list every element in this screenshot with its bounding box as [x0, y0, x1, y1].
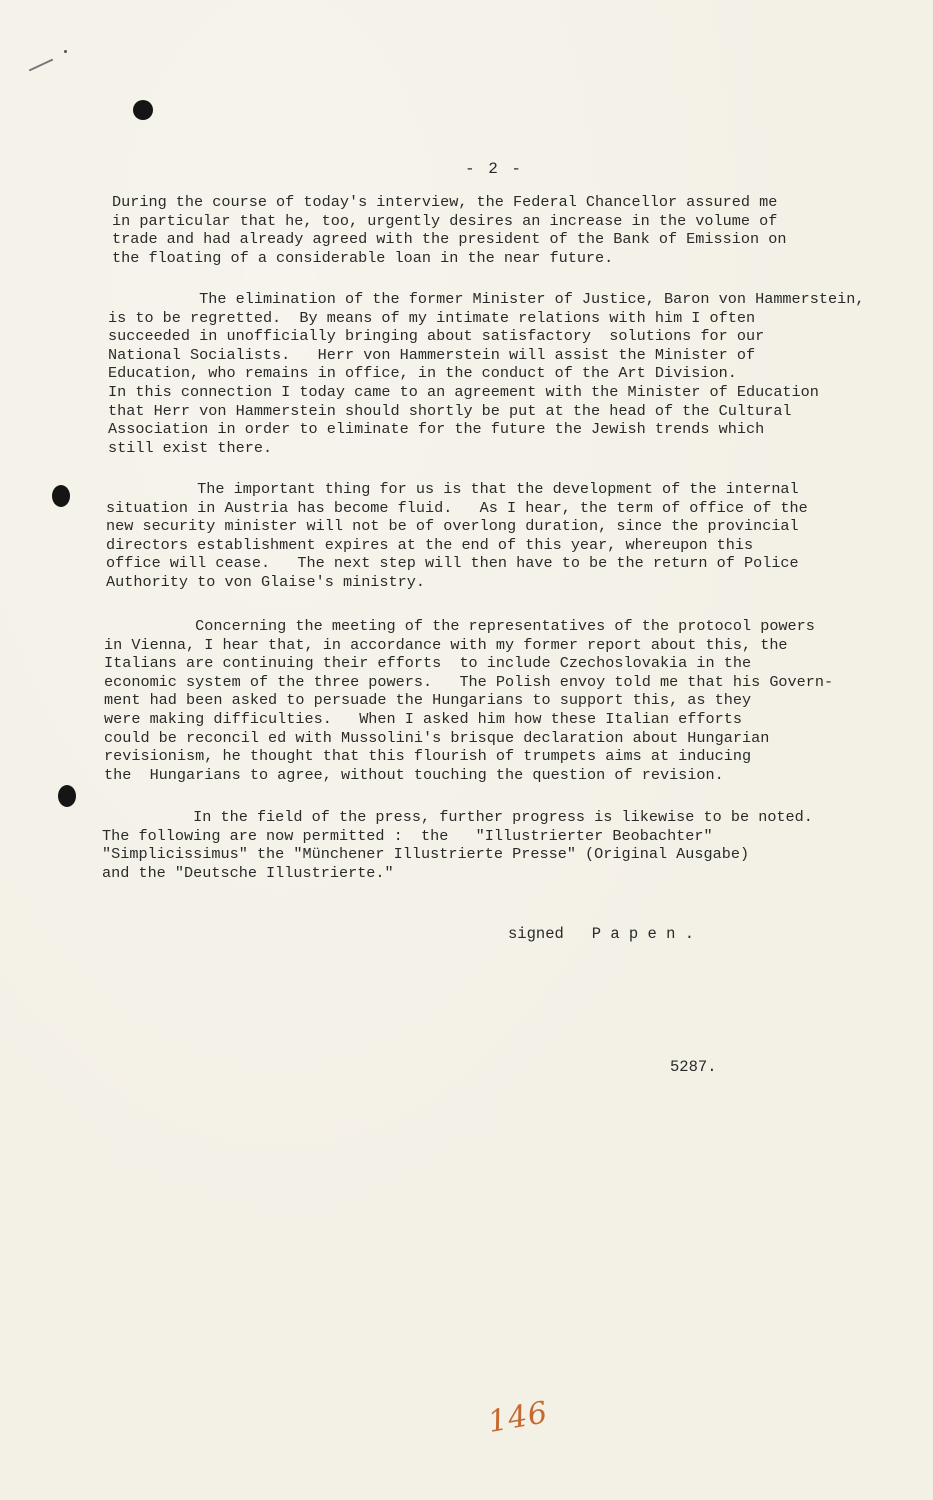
punch-hole-middle	[52, 485, 70, 507]
paragraph-trade-loan	[112, 193, 786, 267]
paragraph-hammerstein	[108, 290, 864, 457]
punch-hole-lower	[58, 785, 76, 807]
ink-speck	[64, 50, 67, 53]
paragraph-text: Concerning the meeting of the representatives of the protocol powers in Vienna, I hear that, in accordance with my former report about this, the Italians are continuing their efforts to include Czechoslovakia in the economic system of the three powers. The Polish envoy told me that his Govern- ment had been asked to persuade the Hungarians to support this, as they were making difficulties. When I asked him how these Italian efforts could be reconcil ed with Mussolini's brisque declaration about Hungarian revisionism, he thought that this flourish of trumpets aims at inducing the Hungarians to agree, without touching the question of revision.	[104, 617, 834, 784]
paragraph-protocol-powers	[104, 617, 833, 784]
page-number: - 2 -	[465, 160, 524, 178]
ink-scratch	[29, 59, 53, 72]
paragraph-text: During the course of today's interview, the Federal Chancellor assured me in particular that he, too, urgently desires an increase in the volume of trade and had already agreed with the president of the Bank of Emission on the floating of a considerable loan in the near future.	[112, 193, 787, 267]
paragraph-press	[102, 808, 813, 882]
punch-hole-top	[133, 100, 153, 120]
handwritten-page-note: 146	[485, 1395, 551, 1440]
signature-line: signed P a p e n .	[508, 925, 695, 943]
paragraph-internal-situation	[106, 480, 808, 592]
paragraph-text: The elimination of the former Minister of Justice, Baron von Hammerstein, is to be regretted. By means of my intimate relations with him I often succeeded in unofficially bringing about satisfactory solutions for our National Socialists. Herr von Hammerstein will assist the Minister of Education, who remains in office, in the conduct of the Art Division. In this connection I today came to an agreement with the Minister of Education that Herr von Hammerstein should shortly be put at the head of the Cultural Association in order to eliminate for the future the Jewish trends which still exist there.	[108, 290, 865, 457]
paragraph-text: The important thing for us is that the development of the internal situation in Austria has become fluid. As I hear, the term of office of the new security minister will not be of overlong duration, since the provincial directors establishment expires at the end of this year, whereupon this office will cease. The next step will then have to be the return of Police Authority to von Glaise's ministry.	[106, 480, 808, 591]
paragraph-text: In the field of the press, further progress is likewise to be noted. The following are now permitted : the "Illustrierter Beobachter" "Simplicissimus" the "Münchener Illustrierte Presse" (Original Ausgabe) and the "Deutsche Illustrierte."	[102, 808, 813, 882]
document-number: 5287.	[670, 1058, 717, 1076]
